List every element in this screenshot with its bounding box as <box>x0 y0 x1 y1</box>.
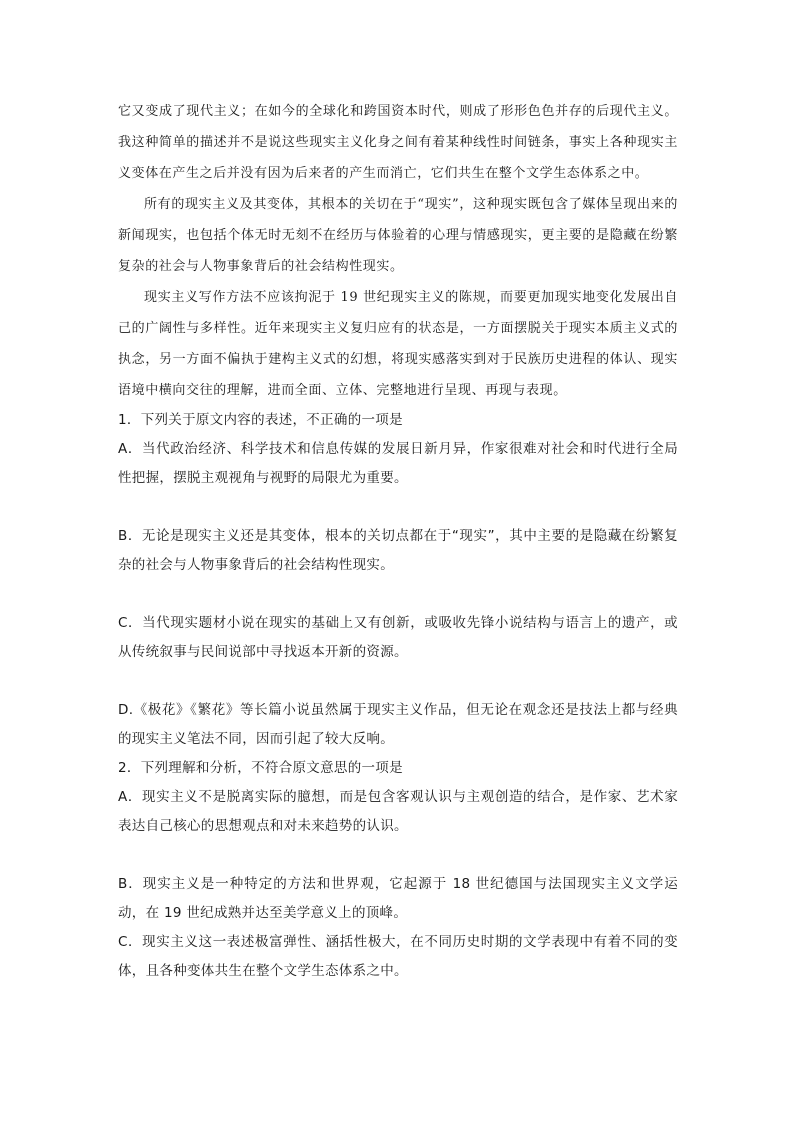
question-2-stem: 2．下列理解和分析，不符合原文意思的一项是 <box>118 760 403 776</box>
question-2-option-b: B．现实主义是一种特定的方法和世界观，它起源于 18 世纪德国与法国现实主义文学运动，在 19 世纪成熟并达至美学意义上的顶峰。 <box>118 876 678 921</box>
passage-paragraph-2: 所有的现实主义及其变体，其根本的关切在于“现实”，这种现实既包含了媒体呈现出来的新闻现实，也包括个体无时无刻不在经历与体验着的心理与情感现实，更主要的是隐藏在纷繁复杂的社会与人物事象背后的社会结构性现实。 <box>118 197 678 274</box>
question-1-option-d: D.《极花》《繁花》等长篇小说虽然属于现实主义作品，但无论在观念还是技法上都与经典的现实主义笔法不同，因而引起了较大反响。 <box>118 702 678 747</box>
spacer <box>118 580 678 609</box>
spacer <box>118 841 678 870</box>
question-2 <box>118 754 678 986</box>
passage-paragraph-3: 现实主义写作方法不应该拘泥于 19 世纪现实主义的陈规，而要更加现实地变化发展出自己的广阔性与多样性。近年来现实主义复归应有的状态是，一方面摆脱关于现实本质主义式的执念，另一方面不偏执于建构主义式的幻想，将现实感落实到对于民族历史进程的体认、现实语境中横向交往的理解，进而全面、立体、完整地进行呈现、再现与表现。 <box>118 290 678 398</box>
spacer <box>118 667 678 696</box>
question-1-option-c: C．当代现实题材小说在现实的基础上又有创新，或吸收先锋小说结构与语言上的遗产，或从传统叙事与民间说部中寻找返本开新的资源。 <box>118 615 678 660</box>
question-1 <box>118 406 678 754</box>
question-2-option-c: C．现实主义这一表述极富弹性、涵括性极大，在不同历史时期的文学表现中有着不同的变体，且各种变体共生在整个文学生态体系之中。 <box>118 934 678 979</box>
question-1-option-a: A．当代政治经济、科学技术和信息传媒的发展日新月异，作家很难对社会和时代进行全局性把握，摆脱主观视角与视野的局限尤为重要。 <box>118 441 678 486</box>
question-2-option-a: A．现实主义不是脱离实际的臆想，而是包含客观认识与主观创造的结合，是作家、艺术家表达自己核心的思想观点和对未来趋势的认识。 <box>118 789 678 834</box>
question-1-option-b: B．无论是现实主义还是其变体，根本的关切点都在于“现实”，其中主要的是隐藏在纷繁复杂的社会与人物事象背后的社会结构性现实。 <box>118 528 678 573</box>
spacer <box>118 493 678 522</box>
question-1-stem: 1．下列关于原文内容的表述，不正确的一项是 <box>118 412 403 428</box>
passage-paragraph-1: 它又变成了现代主义；在如今的全球化和跨国资本时代，则成了形形色色并存的后现代主义。我这种简单的描述并不是说这些现实主义化身之间有着某种线性时间链条，事实上各种现实主义变体在产生之后并没有因为后来者的产生而消亡，它们共生在整个文学生态体系之中。 <box>118 104 678 181</box>
document-page <box>118 96 678 986</box>
